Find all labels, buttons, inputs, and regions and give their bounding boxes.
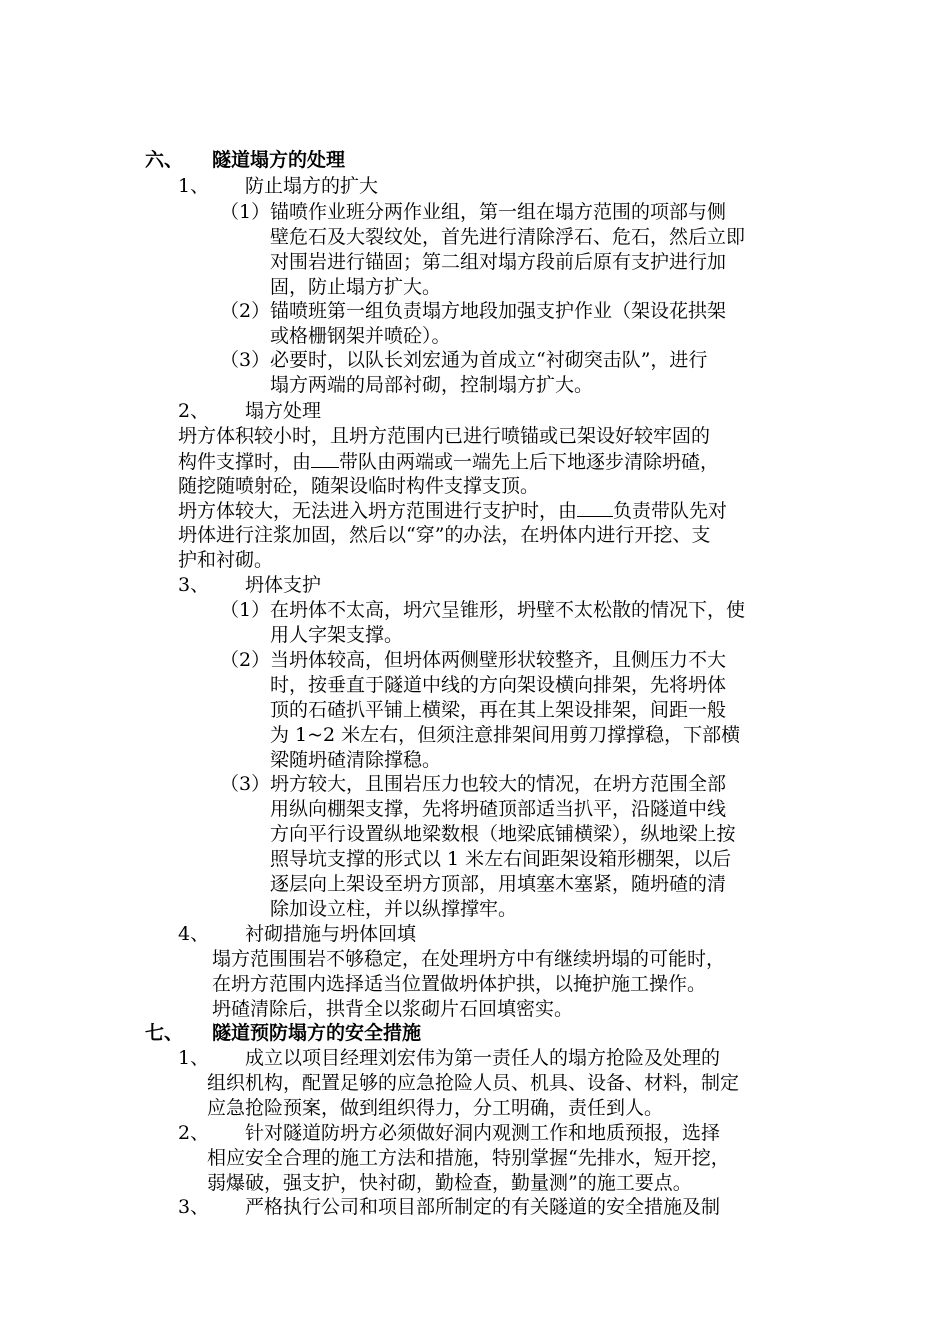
text-line: 在坍体不太高，坍穴呈锥形，坍壁不太松散的情况下，使	[270, 599, 746, 621]
text-line: 锚喷班第一组负责塌方地段加强支护作业（架设花拱架	[270, 300, 727, 322]
text-line: 顶的石碴扒平铺上横梁，再在其上架设排架，间距一般	[270, 699, 727, 721]
text-line: 弱爆破，强支护，快衬砌，勤检查，勤量测”的施工要点。	[207, 1172, 692, 1194]
item-7-1-number: 1、	[178, 1047, 210, 1069]
para-6-1-3-number: （3）	[220, 349, 271, 371]
item-6-4-title: 衬砌措施与坍体回填	[245, 923, 417, 945]
section-7-title: 隧道预防塌方的安全措施	[212, 1022, 422, 1044]
text-line: 时，按垂直于隧道中线的方向架设横向排架，先将坍体	[270, 674, 727, 696]
text-line: 严格执行公司和项目部所制定的有关隧道的安全措施及制	[245, 1196, 721, 1218]
text-line: 随挖随喷射砼，随架设临时构件支撑支顶。	[178, 475, 540, 497]
text-line: 成立以项目经理刘宏伟为第一责任人的塌方抢险及处理的	[245, 1047, 721, 1069]
text-line: 固，防止塌方扩大。	[270, 276, 442, 298]
item-6-1-number: 1、	[178, 175, 210, 197]
fill-in-blank	[577, 498, 613, 517]
text-line: 塌方范围围岩不够稳定，在处理坍方中有继续坍塌的可能时，	[212, 948, 726, 970]
text-line: 应急抢险预案，做到组织得力，分工明确，责任到人。	[207, 1097, 664, 1119]
text-line: 塌方两端的局部衬砌，控制塌方扩大。	[270, 374, 594, 396]
fill-in-blank	[311, 449, 339, 468]
para-6-3-2-number: （2）	[220, 649, 271, 671]
text-line: 或格栅钢架并喷砼）。	[270, 325, 451, 347]
text-line: 坍碴清除后，拱背全以浆砌片石回填密实。	[212, 998, 574, 1020]
text-line: 构件支撑时，由 带队由两端或一端先上后下地逐步清除坍碴，	[178, 451, 720, 473]
item-6-3-number: 3、	[178, 574, 210, 596]
text-line: 对围岩进行锚固；第二组对塌方段前后原有支护进行加	[270, 251, 727, 273]
item-6-4-number: 4、	[178, 923, 210, 945]
item-6-3-title: 坍体支护	[245, 574, 322, 596]
text-line: 梁随坍碴清除撑稳。	[270, 749, 442, 771]
para-6-1-1-number: （1）	[220, 201, 271, 223]
para-6-3-1-number: （1）	[220, 599, 271, 621]
text-line: 照导坑支撑的形式以 1 米左右间距架设箱形棚架，以后	[270, 848, 732, 870]
para-6-1-2-number: （2）	[220, 300, 271, 322]
item-6-1-title: 防止塌方的扩大	[245, 175, 379, 197]
text-line: 护和衬砌。	[178, 549, 274, 571]
item-7-3-number: 3、	[178, 1196, 210, 1218]
item-6-2-title: 塌方处理	[245, 400, 322, 422]
text-line: 逐层向上架设至坍方顶部，用填塞木塞紧，随坍碴的清	[270, 873, 727, 895]
text-line: 用人字架支撑。	[270, 624, 404, 646]
text-line: 除加设立柱，并以纵撑撑牢。	[270, 898, 518, 920]
text-line: 坍方体较大，无法进入坍方范围进行支护时，由 负责带队先对	[178, 500, 728, 522]
section-7-number: 七、	[145, 1022, 184, 1044]
section-6-title: 隧道塌方的处理	[212, 149, 346, 171]
item-6-2-number: 2、	[178, 400, 210, 422]
item-7-2-number: 2、	[178, 1122, 210, 1144]
text-line: 坍方较大，且围岩压力也较大的情况，在坍方范围全部	[270, 773, 727, 795]
text-line: 在坍方范围内选择适当位置做坍体护拱，以掩护施工操作。	[212, 973, 707, 995]
text-line: 用纵向棚架支撑，先将坍碴顶部适当扒平，沿隧道中线	[270, 798, 727, 820]
text-line: 必要时，以队长刘宏通为首成立“衬砌突击队”，进行	[270, 349, 708, 371]
text-line: 坍体进行注浆加固，然后以“穿”的办法，在坍体内进行开挖、支	[178, 524, 711, 546]
section-6-number: 六、	[145, 149, 184, 171]
text-line: 坍方体积较小时，且坍方范围内已进行喷锚或已架设好较牢固的	[178, 425, 711, 447]
text-line: 当坍体较高，但坍体两侧壁形状较整齐，且侧压力不大	[270, 649, 727, 671]
text-line: 组织机构，配置足够的应急抢险人员、机具、设备、材料，制定	[207, 1072, 740, 1094]
text-line: 针对隧道防坍方必须做好洞内观测工作和地质预报，选择	[245, 1122, 721, 1144]
text-line: 相应安全合理的施工方法和措施，特别掌握“先排水，短开挖，	[207, 1147, 730, 1169]
text-line: 方向平行设置纵地梁数根（地梁底铺横梁），纵地梁上按	[270, 823, 736, 845]
text-line: 锚喷作业班分两作业组，第一组在塌方范围的项部与侧	[270, 201, 727, 223]
text-line: 为 1~2 米左右，但须注意排架间用剪刀撑撑稳，下部横	[270, 724, 741, 746]
text-line: 壁危石及大裂纹处，首先进行清除浮石、危石，然后立即	[270, 226, 746, 248]
para-6-3-3-number: （3）	[220, 773, 271, 795]
